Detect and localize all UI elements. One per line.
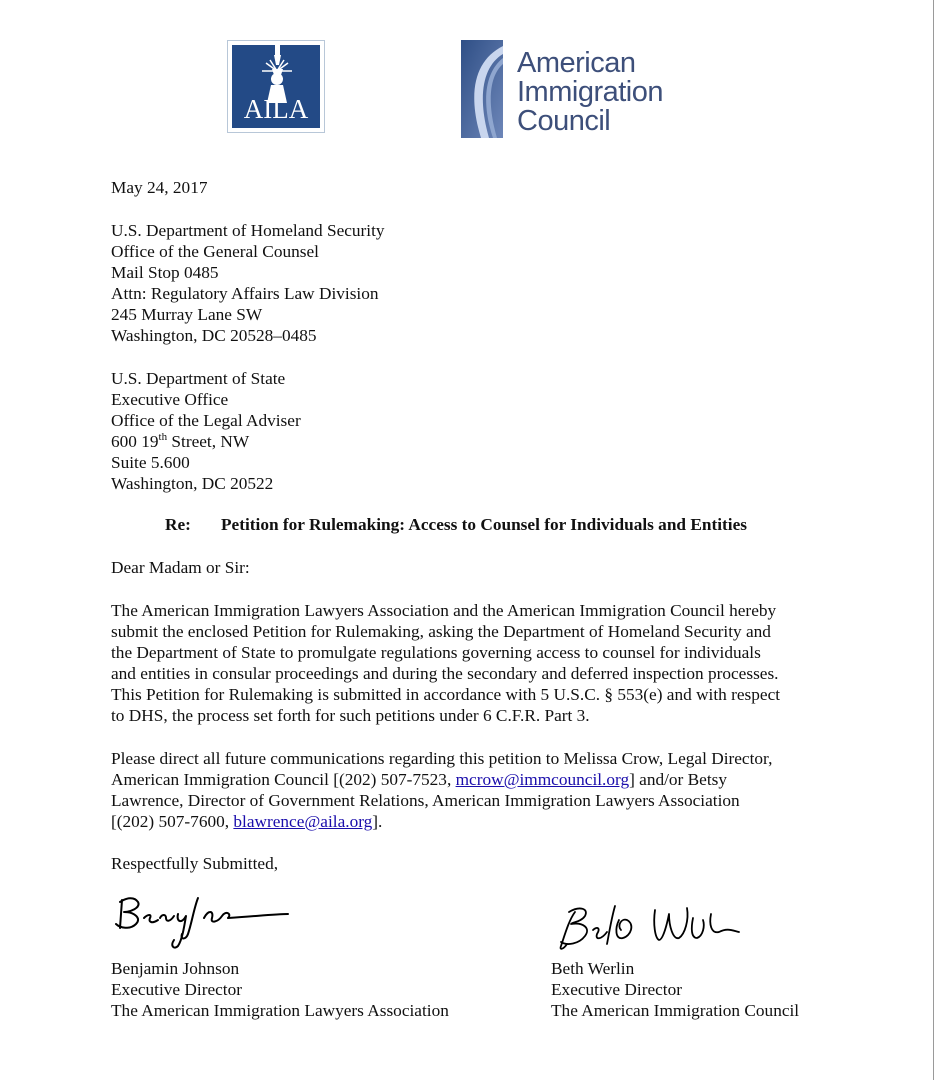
signature-beth-werlin [555,900,745,955]
recipient-1-line: 245 Murray Lane SW [111,305,263,324]
subject-text: Petition for Rulemaking: Access to Counsel for Individuals and Entities [221,515,748,534]
recipient-2-line: Suite 5.600 [111,453,190,472]
paragraph-line: submit the enclosed Petition for Rulemaking, asking the Department of Homeland Security and [111,622,771,641]
signatory-title: Executive Director [551,980,682,999]
recipient-1-line: Mail Stop 0485 [111,263,219,282]
signatory-name: Benjamin Johnson [111,959,240,978]
contact-text: [(202) 507-7600, [111,812,234,831]
signatory-block-1 [111,958,449,1021]
body-paragraph-2 [111,748,831,832]
signature-benjamin-johnson [108,888,293,956]
recipient-1-line: Office of the General Counsel [111,242,319,261]
paragraph-line: This Petition for Rulemaking is submitted in accordance with 5 U.S.C. § 553(e) and with respect [111,685,781,704]
aila-logo-text: AILA [243,94,309,124]
american-immigration-council-logo [461,40,671,140]
paragraph-line [111,769,831,790]
recipient-1-line: Washington, DC 20528–0485 [111,326,317,345]
closing: Respectfully Submitted, [111,854,279,873]
council-logo-text [517,49,663,136]
council-logo-line: Immigration [517,76,663,108]
recipient-1-line: Attn: Regulatory Affairs Law Division [111,284,379,303]
paragraph-line [111,811,831,832]
paragraph-line: The American Immigration Lawyers Association and the American Immigration Council hereby [111,601,777,620]
signatory-org: The American Immigration Lawyers Association [111,1001,449,1020]
signatory-name: Beth Werlin [551,959,635,978]
subject-label: Re: [165,515,191,534]
signatory-title: Executive Director [111,980,242,999]
recipient-2-line: Executive Office [111,390,229,409]
signatory-org: The American Immigration Council [551,1001,800,1020]
paragraph-line: Lawrence, Director of Government Relations, American Immigration Lawyers Association [111,791,740,810]
paragraph-line: to DHS, the process set forth for such petitions under 6 C.F.R. Part 3. [111,706,590,725]
paragraph-line: Please direct all future communications regarding this petition to Melissa Crow, Legal Director, [111,749,773,768]
paragraph-line: the Department of State to promulgate regulations governing access to counsel for individuals [111,643,761,662]
street-number: 600 19 [111,432,159,451]
recipient-2-line: Washington, DC 20522 [111,474,274,493]
paragraph-line: and entities in consular proceedings and during the secondary and deferred inspection processes. [111,664,779,683]
signatory-block-2 [551,958,799,1021]
street-rest: Street, NW [167,432,250,451]
email-link-mcrow[interactable]: mcrow@immcouncil.org [455,770,630,789]
contact-text: ]. [372,812,383,831]
recipient-2-line: U.S. Department of State [111,369,286,388]
aila-logo [227,40,325,133]
body-paragraph-1 [111,600,831,726]
council-swoosh-icon [461,40,503,138]
recipient-2-line: Office of the Legal Adviser [111,411,301,430]
contact-text: ] and/or Betsy [629,770,728,789]
council-logo-line: American [517,47,636,79]
council-logo-line: Council [517,105,611,137]
contact-text: American Immigration Council [(202) 507-7523, [111,770,456,789]
recipient-1-line: U.S. Department of Homeland Security [111,221,385,240]
letter-date: May 24, 2017 [111,178,208,197]
subject-line [165,515,747,535]
recipient-2-street [111,431,249,452]
salutation: Dear Madam or Sir: [111,558,250,577]
street-ordinal: th [158,431,168,444]
email-link-blawrence[interactable]: blawrence@aila.org [233,812,373,831]
